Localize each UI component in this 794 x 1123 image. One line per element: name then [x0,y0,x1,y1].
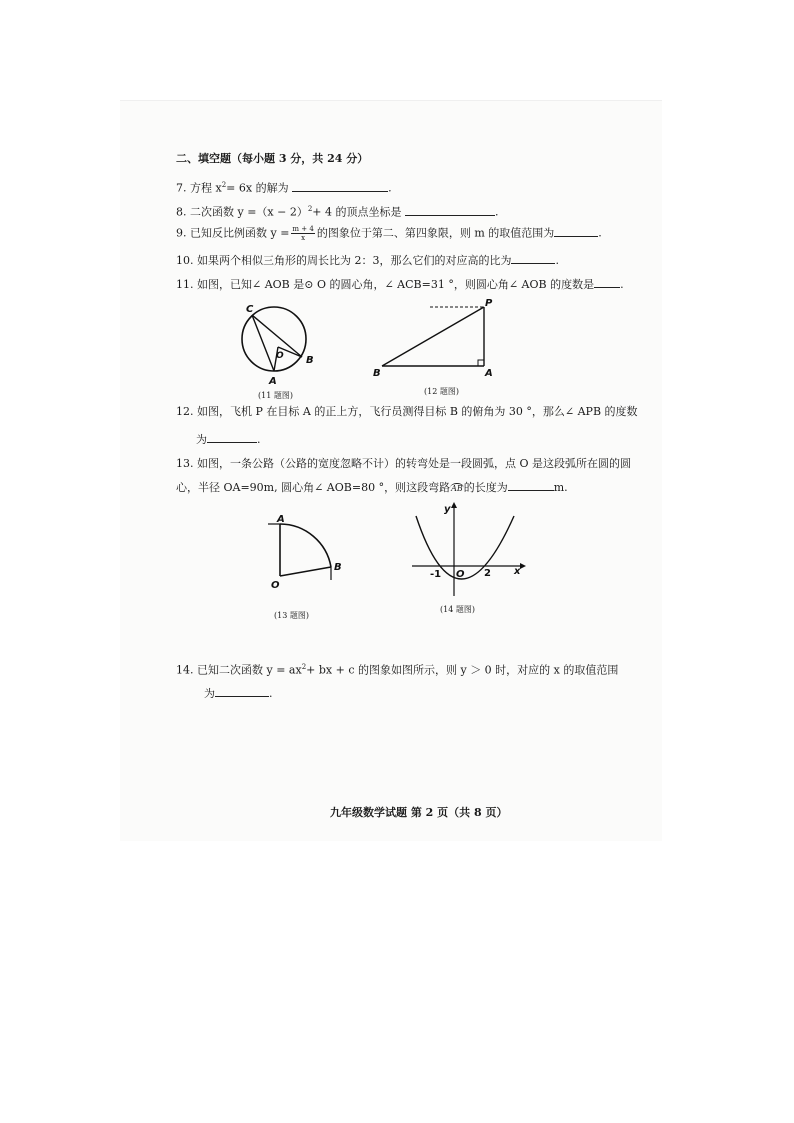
answer-blank-8[interactable] [405,205,495,216]
answer-blank-14[interactable] [215,686,269,697]
label-b: B [334,562,342,573]
question-12-line-2: 为 . [196,433,261,446]
figure-14-caption: (14 题图) [440,605,475,614]
figure-11-circle-diagram [230,300,320,387]
question-10: 10. 如果两个相似三角形的周长比为 2：3，那么它们的对应高的比为 . [176,254,559,267]
answer-blank-11[interactable] [594,277,620,288]
circle-o [242,307,306,371]
label-a: A [277,514,285,525]
label-o: O [271,580,280,591]
side-bp [382,307,484,366]
question-14-line-2: 为 . [204,687,273,700]
label-p: P [485,298,493,309]
y-axis-arrow [451,502,457,508]
tick-label-minus-1: -1 [430,569,442,580]
arc-ab [280,524,331,567]
question-8: 8. 二次函数 $y =(x - 2)^2+ 4$ 的顶点坐标是 . [176,205,499,219]
label-b: B [306,355,314,366]
x-axis-arrow [520,563,526,569]
figure-13-arc-diagram [268,510,348,590]
label-o: O [276,351,284,361]
label-a: A [485,368,493,379]
answer-blank-10[interactable] [511,253,555,264]
answer-blank-7[interactable] [292,181,388,192]
figure-12-caption: (12 题图) [424,387,459,396]
figure-11-caption: (11 题图) [258,391,293,400]
label-x: x [514,566,521,577]
question-9: 9. 已知反比例函数 y = $\frac{m + 4}{x}$ 的图象位于第二、第四象限，则 m 的取值范围为 . [176,225,602,242]
page-footer: 九年级数学试题 第 2 页（共 8 页） [330,806,508,819]
figure-12-triangle-diagram [372,298,502,379]
arc-ab-label: AB [451,484,463,493]
question-12-line-1: 12. 如图，飞机 P 在目标 A 的正上方，飞行员测得目标 B 的俯角为 30 °，那么∠ APB 的度数 [176,405,638,418]
answer-blank-12[interactable] [207,432,257,443]
right-angle-mark [478,360,484,366]
answer-blank-13[interactable] [508,480,554,491]
label-a: A [269,376,277,387]
label-y: y [444,504,451,515]
label-c: C [246,304,254,315]
answer-blank-9[interactable] [554,226,598,237]
label-b: B [373,368,381,379]
question-11: 11. 如图，已知∠ AOB 是⊙ O 的圆心角，∠ ACB=31 °，则圆心角∠ AOB 的度数是 . [176,278,624,291]
question-13-line-2: 心，半径 OA=90m, 圆心角∠ AOB=80 °，则这段弯路AB的长度为 m. [176,481,568,494]
fraction: $\frac{m + 4}{x}$ [292,225,314,242]
figure-14-parabola-graph [408,500,528,596]
question-14-line-1: 14. 已知二次函数 $y = ax^2+$ bx + c 的图象如图所示，则 y ＞ 0 时，对应的 x 的取值范围 [176,663,619,677]
radius-ob [280,567,331,576]
figure-13-caption: (13 题图) [274,611,309,620]
section-title: 二、填空题（每小题 3 分，共 24 分） [176,152,369,165]
question-13-line-1: 13. 如图，一条公路（公路的宽度忽略不计）的转弯处是一段圆弧，点 O 是这段弧所在圆的圆 [176,457,631,470]
tick-label-2: 2 [484,568,491,579]
label-origin: O [456,569,465,580]
question-7: 7. 方程 $x^2= 6x$ 的解为 . [176,181,392,195]
